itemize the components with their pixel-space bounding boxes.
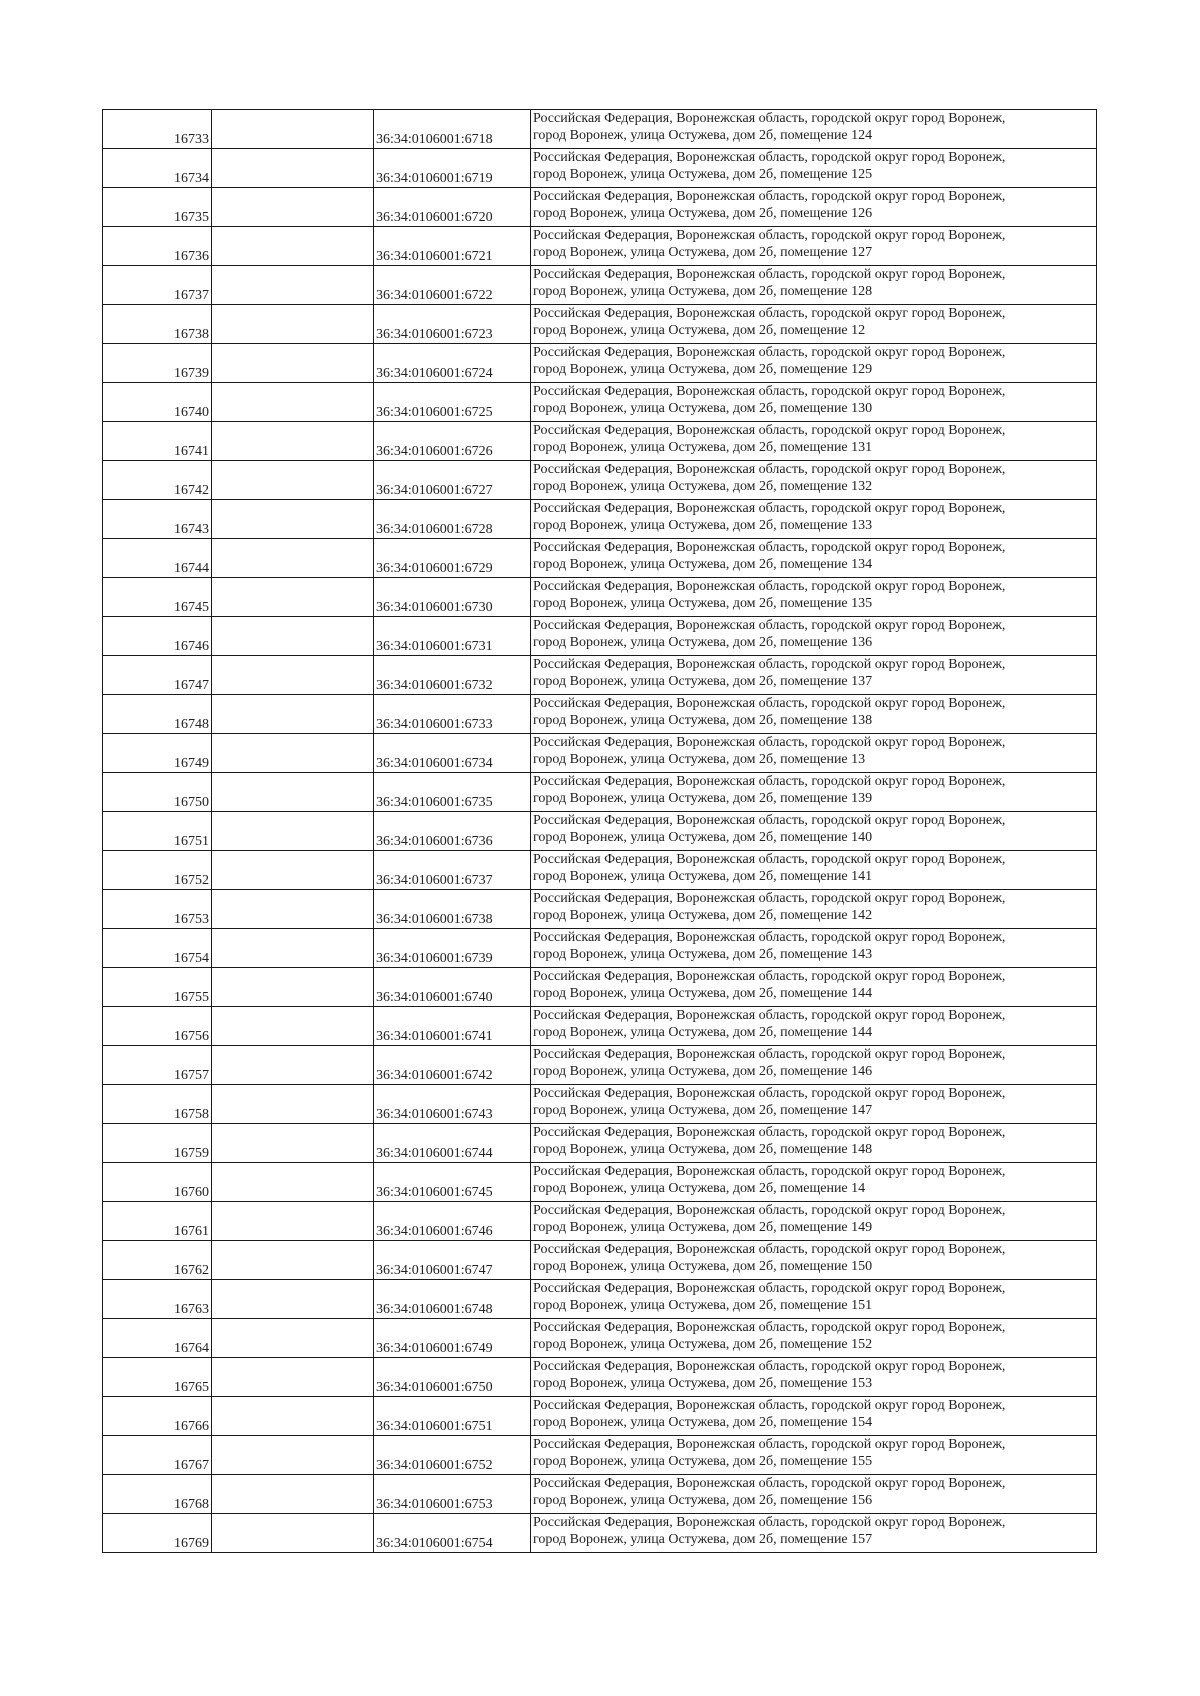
empty-cell [212, 383, 374, 422]
row-number-cell: 16757 [103, 1046, 212, 1085]
address-line-1: Российская Федерация, Воронежская область, городской округ город Воронеж, [533, 930, 1006, 945]
address-cell [531, 110, 1097, 149]
row-number-cell: 16766 [103, 1397, 212, 1436]
empty-cell [212, 1085, 374, 1124]
row-number-cell: 16760 [103, 1163, 212, 1202]
table-row [103, 734, 1097, 773]
address-line-2: город Воронеж, улица Остужева, дом 2б, помещение 143 [533, 947, 873, 962]
table-row [103, 188, 1097, 227]
cadastral-number-cell: 36:34:0106001:6748 [374, 1280, 531, 1319]
table-row [103, 656, 1097, 695]
empty-cell [212, 344, 374, 383]
address-cell [531, 617, 1097, 656]
table-row [103, 1124, 1097, 1163]
address-cell [531, 1475, 1097, 1514]
table-row [103, 305, 1097, 344]
empty-cell [212, 656, 374, 695]
address-line-2: город Воронеж, улица Остужева, дом 2б, помещение 13 [533, 752, 866, 767]
address-line-1: Российская Федерация, Воронежская область, городской округ город Воронеж, [533, 969, 1006, 984]
address-line-1: Российская Федерация, Воронежская область, городской округ город Воронеж, [533, 618, 1006, 633]
row-number-cell: 16738 [103, 305, 212, 344]
cadastral-number-cell: 36:34:0106001:6739 [374, 929, 531, 968]
cadastral-number-cell: 36:34:0106001:6738 [374, 890, 531, 929]
row-number-cell: 16747 [103, 656, 212, 695]
cadastral-number-cell: 36:34:0106001:6740 [374, 968, 531, 1007]
address-line-2: город Воронеж, улица Остужева, дом 2б, помещение 139 [533, 791, 873, 806]
address-line-1: Российская Федерация, Воронежская область, городской округ город Воронеж, [533, 1437, 1006, 1452]
row-number-cell: 16735 [103, 188, 212, 227]
empty-cell [212, 1319, 374, 1358]
empty-cell [212, 1007, 374, 1046]
cadastral-number-cell: 36:34:0106001:6744 [374, 1124, 531, 1163]
address-line-2: город Воронеж, улица Остужева, дом 2б, помещение 157 [533, 1532, 873, 1547]
cadastral-number-cell: 36:34:0106001:6735 [374, 773, 531, 812]
cadastral-number-cell: 36:34:0106001:6742 [374, 1046, 531, 1085]
empty-cell [212, 1046, 374, 1085]
address-cell [531, 266, 1097, 305]
address-cell [531, 812, 1097, 851]
empty-cell [212, 851, 374, 890]
address-line-1: Российская Федерация, Воронежская область, городской округ город Воронеж, [533, 813, 1006, 828]
table-row [103, 1475, 1097, 1514]
row-number-cell: 16751 [103, 812, 212, 851]
address-cell [531, 188, 1097, 227]
cadastral-number-cell: 36:34:0106001:6749 [374, 1319, 531, 1358]
address-line-1: Российская Федерация, Воронежская область, городской округ город Воронеж, [533, 1125, 1006, 1140]
table-row [103, 617, 1097, 656]
cadastral-number-cell: 36:34:0106001:6745 [374, 1163, 531, 1202]
address-cell [531, 1436, 1097, 1475]
row-number-cell: 16764 [103, 1319, 212, 1358]
row-number-cell: 16756 [103, 1007, 212, 1046]
address-cell [531, 305, 1097, 344]
cadastral-number-cell: 36:34:0106001:6719 [374, 149, 531, 188]
address-line-1: Российская Федерация, Воронежская область, городской округ город Воронеж, [533, 384, 1006, 399]
empty-cell [212, 188, 374, 227]
table-row [103, 1436, 1097, 1475]
cadastral-number-cell: 36:34:0106001:6737 [374, 851, 531, 890]
address-cell [531, 1124, 1097, 1163]
address-line-1: Российская Федерация, Воронежская область, городской округ город Воронеж, [533, 891, 1006, 906]
table-row [103, 968, 1097, 1007]
cadastral-number-cell: 36:34:0106001:6732 [374, 656, 531, 695]
address-cell [531, 851, 1097, 890]
table-row [103, 266, 1097, 305]
address-line-2: город Воронеж, улица Остужева, дом 2б, помещение 124 [533, 128, 873, 143]
address-line-2: город Воронеж, улица Остужева, дом 2б, помещение 148 [533, 1142, 873, 1157]
cadastral-number-cell: 36:34:0106001:6720 [374, 188, 531, 227]
address-line-2: город Воронеж, улица Остужева, дом 2б, помещение 126 [533, 206, 873, 221]
address-line-2: город Воронеж, улица Остужева, дом 2б, помещение 150 [533, 1259, 873, 1274]
cadastral-number-cell: 36:34:0106001:6743 [374, 1085, 531, 1124]
cadastral-number-cell: 36:34:0106001:6721 [374, 227, 531, 266]
address-line-1: Российская Федерация, Воронежская область, городской округ город Воронеж, [533, 423, 1006, 438]
address-line-1: Российская Федерация, Воронежская область, городской округ город Воронеж, [533, 228, 1006, 243]
address-line-2: город Воронеж, улица Остужева, дом 2б, помещение 144 [533, 986, 873, 1001]
row-number-cell: 16753 [103, 890, 212, 929]
address-cell [531, 1358, 1097, 1397]
row-number-cell: 16737 [103, 266, 212, 305]
address-cell [531, 344, 1097, 383]
address-line-1: Российская Федерация, Воронежская область, городской округ город Воронеж, [533, 1164, 1006, 1179]
empty-cell [212, 617, 374, 656]
cadastral-number-cell: 36:34:0106001:6741 [374, 1007, 531, 1046]
table-row [103, 1007, 1097, 1046]
registry-table [102, 109, 1097, 1553]
address-line-1: Российская Федерация, Воронежская область, городской округ город Воронеж, [533, 345, 1006, 360]
cadastral-number-cell: 36:34:0106001:6723 [374, 305, 531, 344]
row-number-cell: 16739 [103, 344, 212, 383]
address-cell [531, 773, 1097, 812]
empty-cell [212, 1358, 374, 1397]
address-cell [531, 1280, 1097, 1319]
empty-cell [212, 812, 374, 851]
cadastral-number-cell: 36:34:0106001:6750 [374, 1358, 531, 1397]
address-line-1: Российская Федерация, Воронежская область, городской округ город Воронеж, [533, 1398, 1006, 1413]
address-line-1: Российская Федерация, Воронежская область, городской округ город Воронеж, [533, 1047, 1006, 1062]
empty-cell [212, 539, 374, 578]
row-number-cell: 16745 [103, 578, 212, 617]
address-line-1: Российская Федерация, Воронежская область, городской округ город Воронеж, [533, 111, 1006, 126]
row-number-cell: 16769 [103, 1514, 212, 1553]
cadastral-number-cell: 36:34:0106001:6731 [374, 617, 531, 656]
cadastral-number-cell: 36:34:0106001:6730 [374, 578, 531, 617]
row-number-cell: 16763 [103, 1280, 212, 1319]
empty-cell [212, 1163, 374, 1202]
table-row [103, 461, 1097, 500]
address-cell [531, 461, 1097, 500]
cadastral-number-cell: 36:34:0106001:6753 [374, 1475, 531, 1514]
address-line-2: город Воронеж, улица Остужева, дом 2б, помещение 146 [533, 1064, 873, 1079]
table-row [103, 812, 1097, 851]
address-line-2: город Воронеж, улица Остужева, дом 2б, помещение 127 [533, 245, 873, 260]
address-cell [531, 1202, 1097, 1241]
row-number-cell: 16749 [103, 734, 212, 773]
address-cell [531, 1241, 1097, 1280]
address-line-1: Российская Федерация, Воронежская область, городской округ город Воронеж, [533, 462, 1006, 477]
address-cell [531, 695, 1097, 734]
row-number-cell: 16744 [103, 539, 212, 578]
empty-cell [212, 422, 374, 461]
address-line-2: город Воронеж, улица Остужева, дом 2б, помещение 129 [533, 362, 873, 377]
row-number-cell: 16758 [103, 1085, 212, 1124]
table-row [103, 227, 1097, 266]
address-line-2: город Воронеж, улица Остужева, дом 2б, помещение 155 [533, 1454, 873, 1469]
address-line-2: город Воронеж, улица Остужева, дом 2б, помещение 130 [533, 401, 873, 416]
address-line-1: Российская Федерация, Воронежская область, городской округ город Воронеж, [533, 1281, 1006, 1296]
address-line-1: Российская Федерация, Воронежская область, городской округ город Воронеж, [533, 1320, 1006, 1335]
table-row [103, 773, 1097, 812]
address-cell [531, 968, 1097, 1007]
row-number-cell: 16754 [103, 929, 212, 968]
address-cell [531, 383, 1097, 422]
address-line-2: город Воронеж, улица Остужева, дом 2б, помещение 132 [533, 479, 873, 494]
address-line-2: город Воронеж, улица Остужева, дом 2б, помещение 14 [533, 1181, 866, 1196]
address-line-1: Российская Федерация, Воронежская область, городской округ город Воронеж, [533, 1242, 1006, 1257]
cadastral-number-cell: 36:34:0106001:6725 [374, 383, 531, 422]
table-row [103, 1358, 1097, 1397]
table-row [103, 578, 1097, 617]
table-row [103, 890, 1097, 929]
cadastral-number-cell: 36:34:0106001:6747 [374, 1241, 531, 1280]
cadastral-number-cell: 36:34:0106001:6751 [374, 1397, 531, 1436]
address-line-1: Российская Федерация, Воронежская область, городской округ город Воронеж, [533, 1515, 1006, 1530]
empty-cell [212, 773, 374, 812]
table-row [103, 500, 1097, 539]
address-cell [531, 539, 1097, 578]
address-line-2: город Воронеж, улица Остужева, дом 2б, помещение 154 [533, 1415, 873, 1430]
row-number-cell: 16742 [103, 461, 212, 500]
row-number-cell: 16748 [103, 695, 212, 734]
address-cell [531, 1163, 1097, 1202]
address-line-2: город Воронеж, улица Остужева, дом 2б, помещение 12 [533, 323, 866, 338]
address-line-2: город Воронеж, улица Остужева, дом 2б, помещение 152 [533, 1337, 873, 1352]
table-row [103, 149, 1097, 188]
empty-cell [212, 1514, 374, 1553]
address-line-2: город Воронеж, улица Остужева, дом 2б, помещение 140 [533, 830, 873, 845]
address-line-1: Российская Федерация, Воронежская область, городской округ город Воронеж, [533, 1008, 1006, 1023]
cadastral-number-cell: 36:34:0106001:6734 [374, 734, 531, 773]
cadastral-number-cell: 36:34:0106001:6727 [374, 461, 531, 500]
empty-cell [212, 1436, 374, 1475]
row-number-cell: 16743 [103, 500, 212, 539]
row-number-cell: 16767 [103, 1436, 212, 1475]
address-cell [531, 422, 1097, 461]
table-row [103, 1202, 1097, 1241]
empty-cell [212, 1475, 374, 1514]
address-line-2: город Воронеж, улица Остужева, дом 2б, помещение 137 [533, 674, 873, 689]
address-line-2: город Воронеж, улица Остужева, дом 2б, помещение 151 [533, 1298, 873, 1313]
address-line-2: город Воронеж, улица Остужева, дом 2б, помещение 156 [533, 1493, 873, 1508]
empty-cell [212, 1202, 374, 1241]
address-cell [531, 1319, 1097, 1358]
row-number-cell: 16765 [103, 1358, 212, 1397]
cadastral-number-cell: 36:34:0106001:6728 [374, 500, 531, 539]
address-line-1: Российская Федерация, Воронежская область, городской округ город Воронеж, [533, 1086, 1006, 1101]
empty-cell [212, 266, 374, 305]
empty-cell [212, 1397, 374, 1436]
table-row [103, 1085, 1097, 1124]
cadastral-number-cell: 36:34:0106001:6733 [374, 695, 531, 734]
address-line-2: город Воронеж, улица Остужева, дом 2б, помещение 141 [533, 869, 873, 884]
address-cell [531, 227, 1097, 266]
address-cell [531, 734, 1097, 773]
table-row [103, 539, 1097, 578]
row-number-cell: 16759 [103, 1124, 212, 1163]
empty-cell [212, 1124, 374, 1163]
table-row [103, 344, 1097, 383]
address-line-2: город Воронеж, улица Остужева, дом 2б, помещение 153 [533, 1376, 873, 1391]
address-line-1: Российская Федерация, Воронежская область, городской округ город Воронеж, [533, 774, 1006, 789]
address-line-2: город Воронеж, улица Остужева, дом 2б, помещение 147 [533, 1103, 873, 1118]
empty-cell [212, 578, 374, 617]
table-row [103, 1397, 1097, 1436]
empty-cell [212, 149, 374, 188]
address-line-2: город Воронеж, улица Остужева, дом 2б, помещение 134 [533, 557, 873, 572]
address-line-1: Российская Федерация, Воронежская область, городской округ город Воронеж, [533, 150, 1006, 165]
address-line-1: Российская Федерация, Воронежская область, городской округ город Воронеж, [533, 696, 1006, 711]
row-number-cell: 16741 [103, 422, 212, 461]
address-line-1: Российская Федерация, Воронежская область, городской округ город Воронеж, [533, 189, 1006, 204]
address-line-1: Российская Федерация, Воронежская область, городской округ город Воронеж, [533, 735, 1006, 750]
empty-cell [212, 890, 374, 929]
empty-cell [212, 695, 374, 734]
address-line-1: Российская Федерация, Воронежская область, городской округ город Воронеж, [533, 852, 1006, 867]
row-number-cell: 16733 [103, 110, 212, 149]
table-row [103, 851, 1097, 890]
row-number-cell: 16755 [103, 968, 212, 1007]
address-line-2: город Воронеж, улица Остужева, дом 2б, помещение 135 [533, 596, 873, 611]
address-cell [531, 500, 1097, 539]
address-cell [531, 890, 1097, 929]
row-number-cell: 16746 [103, 617, 212, 656]
row-number-cell: 16768 [103, 1475, 212, 1514]
table-row [103, 695, 1097, 734]
address-line-2: город Воронеж, улица Остужева, дом 2б, помещение 144 [533, 1025, 873, 1040]
table-row [103, 1241, 1097, 1280]
address-line-2: город Воронеж, улица Остужева, дом 2б, помещение 128 [533, 284, 873, 299]
cadastral-number-cell: 36:34:0106001:6736 [374, 812, 531, 851]
table-row [103, 1046, 1097, 1085]
cadastral-number-cell: 36:34:0106001:6754 [374, 1514, 531, 1553]
row-number-cell: 16761 [103, 1202, 212, 1241]
address-line-1: Российская Федерация, Воронежская область, городской округ город Воронеж, [533, 579, 1006, 594]
address-line-1: Российская Федерация, Воронежская область, городской округ город Воронеж, [533, 267, 1006, 282]
address-cell [531, 1085, 1097, 1124]
address-line-2: город Воронеж, улица Остужева, дом 2б, помещение 136 [533, 635, 873, 650]
row-number-cell: 16750 [103, 773, 212, 812]
row-number-cell: 16762 [103, 1241, 212, 1280]
address-cell [531, 1046, 1097, 1085]
table-row [103, 422, 1097, 461]
address-line-1: Российская Федерация, Воронежская область, городской округ город Воронеж, [533, 1476, 1006, 1491]
empty-cell [212, 1241, 374, 1280]
cadastral-number-cell: 36:34:0106001:6722 [374, 266, 531, 305]
registry-table-body [103, 110, 1097, 1553]
cadastral-number-cell: 36:34:0106001:6729 [374, 539, 531, 578]
address-cell [531, 1397, 1097, 1436]
empty-cell [212, 734, 374, 773]
empty-cell [212, 929, 374, 968]
table-row [103, 383, 1097, 422]
row-number-cell: 16740 [103, 383, 212, 422]
cadastral-number-cell: 36:34:0106001:6724 [374, 344, 531, 383]
address-cell [531, 929, 1097, 968]
address-line-2: город Воронеж, улица Остужева, дом 2б, помещение 133 [533, 518, 873, 533]
table-row [103, 1319, 1097, 1358]
row-number-cell: 16734 [103, 149, 212, 188]
address-cell [531, 149, 1097, 188]
address-line-2: город Воронеж, улица Остужева, дом 2б, помещение 125 [533, 167, 873, 182]
table-row [103, 1514, 1097, 1553]
empty-cell [212, 1280, 374, 1319]
row-number-cell: 16736 [103, 227, 212, 266]
address-cell [531, 1007, 1097, 1046]
address-line-1: Российская Федерация, Воронежская область, городской округ город Воронеж, [533, 1359, 1006, 1374]
address-line-2: город Воронеж, улица Остужева, дом 2б, помещение 138 [533, 713, 873, 728]
address-line-2: город Воронеж, улица Остужева, дом 2б, помещение 149 [533, 1220, 873, 1235]
empty-cell [212, 968, 374, 1007]
address-line-2: город Воронеж, улица Остужева, дом 2б, помещение 131 [533, 440, 873, 455]
address-line-1: Российская Федерация, Воронежская область, городской округ город Воронеж, [533, 501, 1006, 516]
empty-cell [212, 461, 374, 500]
table-row [103, 1280, 1097, 1319]
address-line-2: город Воронеж, улица Остужева, дом 2б, помещение 142 [533, 908, 873, 923]
empty-cell [212, 110, 374, 149]
cadastral-number-cell: 36:34:0106001:6746 [374, 1202, 531, 1241]
address-line-1: Российская Федерация, Воронежская область, городской округ город Воронеж, [533, 1203, 1006, 1218]
empty-cell [212, 305, 374, 344]
table-row [103, 110, 1097, 149]
empty-cell [212, 227, 374, 266]
address-cell [531, 578, 1097, 617]
address-line-1: Российская Федерация, Воронежская область, городской округ город Воронеж, [533, 306, 1006, 321]
table-row [103, 1163, 1097, 1202]
cadastral-number-cell: 36:34:0106001:6718 [374, 110, 531, 149]
address-line-1: Российская Федерация, Воронежская область, городской округ город Воронеж, [533, 540, 1006, 555]
cadastral-number-cell: 36:34:0106001:6752 [374, 1436, 531, 1475]
address-cell [531, 1514, 1097, 1553]
cadastral-number-cell: 36:34:0106001:6726 [374, 422, 531, 461]
address-line-1: Российская Федерация, Воронежская область, городской округ город Воронеж, [533, 657, 1006, 672]
address-cell [531, 656, 1097, 695]
table-row [103, 929, 1097, 968]
empty-cell [212, 500, 374, 539]
row-number-cell: 16752 [103, 851, 212, 890]
